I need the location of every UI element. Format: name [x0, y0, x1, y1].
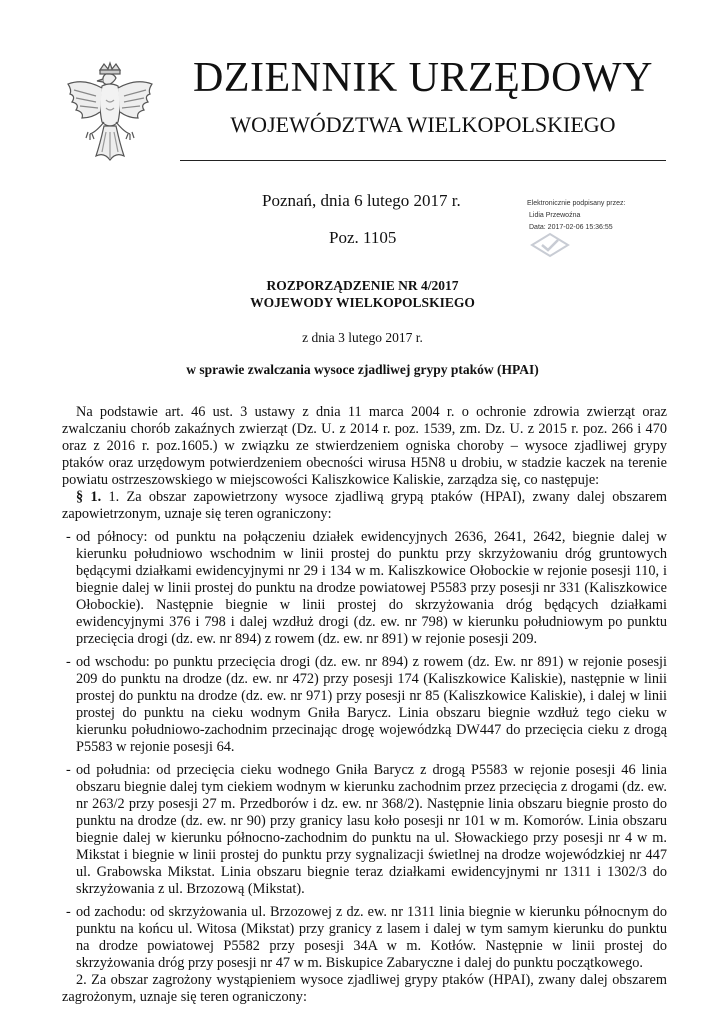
- section-mark: § 1.: [76, 489, 102, 505]
- section-1-text: 1. Za obszar zapowietrzony wysoce zjadliwą grypą ptaków (HPAI), zwany dalej obszarem zapowietrzonym, uznaje się teren ograniczony:: [62, 489, 667, 522]
- electronic-signature: [527, 198, 677, 234]
- eagle-emblem-icon: [62, 60, 158, 170]
- boundary-east: od wschodu: po punktu przecięcia drogi (dz. ew. nr 894) z rowem (dz. Ew. nr 891) w rejonie posesji 209 do punktu na drodze (dz. ew. nr 472) przy posesji 174 (Kaliszkowice Kaliskie), następnie w linii prostej do punktu na drodze (dz. ew. nr 971) przy posesji nr 85 (Kaliszkowice Kaliskie), i dalej w linii prostej do punktu na cieku wodnym Gniła Barycz. Linia obszaru biegnie wzdłuż tego cieku w kierunku południowo-zachodnim przecinając drogę wojewódzką DW447 do przecięcia cieku z drogą P5583 w rejonie posesji 64.: [76, 654, 667, 755]
- issue-date: Poznań, dnia 6 lutego 2017 r.: [262, 191, 461, 210]
- preamble: Na podstawie art. 46 ust. 3 ustawy z dnia 11 marca 2004 r. o ochronie zdrowia zwierząt oraz zwalczaniu chorób zakaźnych zwierząt (Dz. U. z 2014 r. poz. 1539, zm. Dz. U. z 2015 r. poz. 266 i 470 oraz z 2016 r. poz.1605.) w związku ze stwierdzeniem ogniska choroby – wysoce zjadliwej grypy ptaków oraz urzędowym potwierdzeniem obecności wirusa H5N8 u drobiu, w stadzie kaczek na terenie powiatu ostrzeszowskiego w miejscowości Kaliszkowice Kaliskie, zarządza się, co następuje:: [62, 404, 667, 488]
- list-dash: -: [66, 529, 71, 545]
- act-issuer: WOJEWODY WIELKOPOLSKIEGO: [250, 295, 475, 310]
- list-item: [62, 904, 667, 972]
- act-title: ROZPORZĄDZENIE NR 4/2017: [266, 278, 459, 293]
- position-number: Poz. 1105: [329, 228, 397, 247]
- list-item: [62, 529, 667, 648]
- masthead: [180, 52, 666, 140]
- list-dash: -: [66, 762, 71, 778]
- section-1: [62, 489, 667, 523]
- boundary-west: od zachodu: od skrzyżowania ul. Brzozowej z dz. ew. nr 1311 linia biegnie w kierunku północnym do punktu na końcu ul. Witosa (Mikstat) przy granicy z lasem i dalej w tym samym kierunku do punktu na drodze powiatowej P5582 przy posesji 34A w m. Kotłów. Następnie w linii prostej do skrzyżowania dróg przy posesji nr 47 w m. Biskupice Zabaryczne i dalej do punktu początkowego.: [76, 904, 667, 971]
- list-item: [62, 654, 667, 756]
- signature-date: Data: 2017-02-06 15:36:55: [529, 224, 613, 231]
- document-body: [62, 404, 667, 1006]
- list-dash: -: [66, 654, 71, 670]
- point-2: 2. Za obszar zagrożony wystąpieniem wysoce zjadliwej grypy ptaków (HPAI), zwany dalej obszarem zagrożonym, uznaje się teren ograniczony:: [62, 972, 667, 1005]
- boundary-north: od północy: od punktu na połączeniu działek ewidencyjnych 2636, 2641, 2642, biegnie dalej w kierunku południowo wschodnim w linii prostej do punktu przy skrzyżowaniu dróg gruntowych będącymi działkami ewidencyjnymi nr 29 i 134 w m. Kaliszkowice Ołobockie w rejonie posesji 110, i biegnie dalej w linii prostej do punktu na drodze powiatowej P5583 przy posesji nr 331 (Kaliszkowice Ołobockie). Następnie biegnie w linii prostej do skrzyżowania dróg będących działkami ewidencyjnymi 376 i 798 i dalej wzdłuż drogi (dz. ew. nr 798) w kierunku południowym po punktu przecięcia drogi (dz. ew. nr 894) z rowem (dz. ew. nr 891) w rejonie posesji 209.: [76, 529, 667, 647]
- signature-label: Elektronicznie podpisany przez:: [527, 200, 626, 207]
- signature-signer: Lidia Przewoźna: [529, 212, 581, 219]
- act-date: z dnia 3 lutego 2017 r.: [302, 330, 423, 345]
- journal-subtitle: WOJEWÓDZTWA WIELKOPOLSKIEGO: [230, 112, 616, 137]
- list-item: [62, 762, 667, 898]
- header-divider: [180, 160, 666, 161]
- list-dash: -: [66, 904, 71, 920]
- boundary-south: od południa: od przecięcia cieku wodnego Gniła Barycz z drogą P5583 w rejonie posesji 46 linia obszaru biegnie dalej tym ciekiem wodnym w kierunku zachodnim przez przecięcia z drogami (dz. ew. nr 263/2 przy posesji 27 m. Przedborów i dz. ew. nr 368/2). Następnie linia obszaru biegnie prosto do punktu na drodze (dz. ew. nr 90) przy granicy lasu koło posesji nr 101 w m. Komorów. Linia obszaru biegnie dalej w kierunku północno-zachodnim do punktu na ul. Słowackiego przy posesji nr 4 w m. Mikstat i biegnie w linii prostej do punktu przy sygnalizacji świetlnej na drodze wojewódzkiej nr 447 ul. Grabowska Mikstat. Linia obszaru biegnie teraz działkami ewidencyjnymi nr 1311 i 1302/3 do skrzyżowania z ul. Brzozową (Mikstat).: [76, 762, 667, 897]
- signature-check-icon: [530, 232, 570, 258]
- act-subject: w sprawie zwalczania wysoce zjadliwej grypy ptaków (HPAI): [186, 362, 539, 377]
- journal-title: DZIENNIK URZĘDOWY: [193, 55, 653, 101]
